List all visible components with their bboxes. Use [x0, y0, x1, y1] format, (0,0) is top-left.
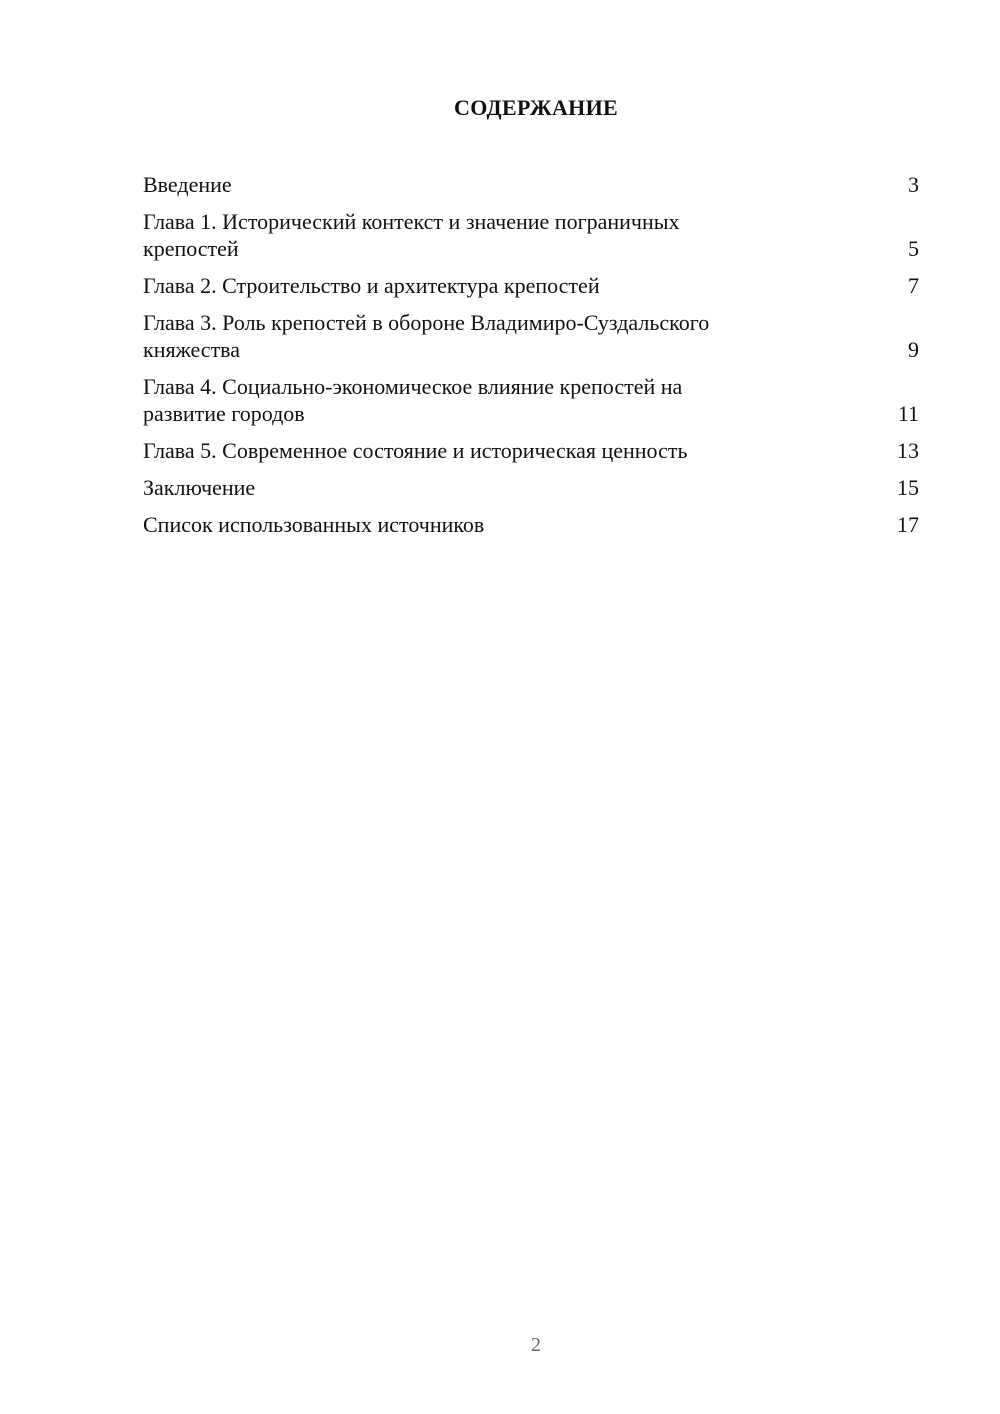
toc-entry-chapter-4[interactable] [143, 373, 919, 427]
toc-entry-text: Глава 2. Строительство и архитектура крепостей [143, 273, 600, 298]
toc-entry-page: 13 [897, 438, 919, 463]
toc-entry-text: Заключение [143, 475, 256, 500]
toc-entry-page: 9 [908, 337, 919, 362]
toc-entry-chapter-2[interactable] [143, 272, 919, 299]
toc-entry-page: 11 [897, 401, 919, 426]
toc-entry-text: Глава 3. Роль крепостей в обороне Владимиро-Суздальского княжества [143, 310, 710, 362]
toc-entry-text: Глава 4. Социально-экономическое влияние крепостей на развитие городов [143, 374, 683, 426]
toc-entry-text: Список использованных источников [143, 512, 485, 537]
toc-entry-chapter-5[interactable] [143, 437, 919, 464]
toc-entry-page: 17 [897, 512, 919, 537]
table-of-contents [143, 171, 919, 548]
toc-entry-conclusion[interactable] [143, 474, 919, 501]
toc-entry-page: 3 [908, 172, 919, 197]
toc-entry-text: Введение [143, 172, 232, 197]
toc-entry-chapter-1[interactable] [143, 208, 919, 262]
toc-entry-text: Глава 1. Исторический контекст и значение пограничных крепостей [143, 209, 680, 261]
toc-entry-page: 7 [908, 273, 919, 298]
toc-entry-text: Глава 5. Современное состояние и историческая ценность [143, 438, 688, 463]
toc-entry-page: 15 [897, 475, 919, 500]
page-number: 2 [531, 1334, 541, 1356]
toc-entry-references[interactable] [143, 511, 919, 538]
page-title: СОДЕРЖАНИЕ [454, 95, 618, 120]
toc-entry-page: 5 [908, 236, 919, 261]
toc-entry-chapter-3[interactable] [143, 309, 919, 363]
toc-entry-introduction[interactable] [143, 171, 919, 198]
